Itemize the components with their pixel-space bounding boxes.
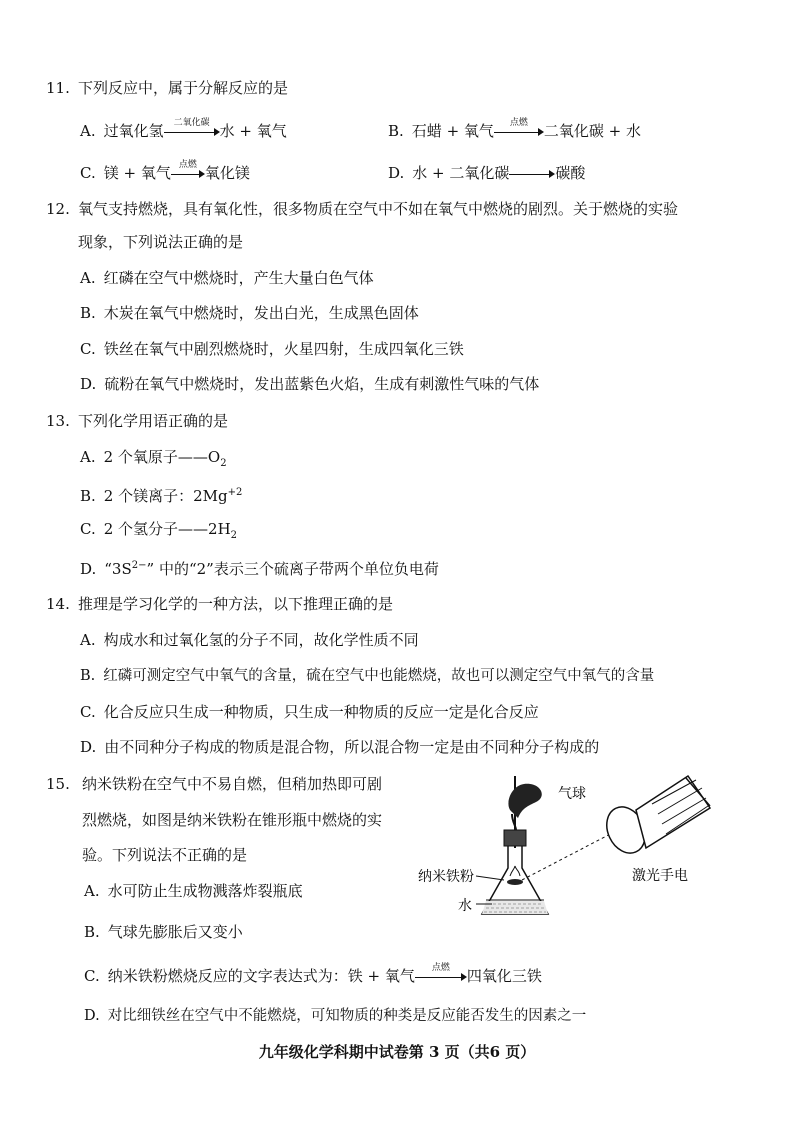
- option-text: 红磷可测定空气中氧气的含量，硫在空气中也能燃烧，故也可以测定空气中氧气的含量: [103, 668, 655, 684]
- question-stem-cont: 现象，下列说法正确的是: [78, 233, 244, 251]
- powder-label: 纳米铁粉: [418, 869, 474, 885]
- question-stem: 氧气支持燃烧，具有氧化性，很多物质在空气中不如在氧气中燃烧的剧烈。关于燃烧的实验: [78, 200, 679, 218]
- question-stem-cont: 烈燃烧，如图是纳米铁粉在锥形瓶中燃烧的实: [82, 811, 383, 829]
- option-text-post: ” 中的“2”表示三个硫离子带两个单位负电荷: [146, 560, 439, 578]
- reaction-condition: 二氧化碳: [173, 118, 210, 128]
- option-b: [84, 922, 243, 942]
- subscript: 2: [220, 458, 227, 469]
- water-label: 水: [458, 898, 472, 914]
- option-label: B.: [80, 304, 96, 322]
- option-label: A.: [80, 122, 96, 140]
- reaction-arrow: [494, 118, 544, 142]
- option-text: 水可防止生成物溅落炸裂瓶底: [107, 882, 303, 900]
- subscript: 2: [230, 530, 238, 541]
- laser-flashlight: [600, 776, 710, 859]
- option-c: [84, 963, 542, 987]
- option-label: D.: [80, 560, 97, 578]
- option-label: A.: [80, 631, 96, 649]
- products: 氧化镁: [204, 164, 250, 182]
- option-label: A.: [80, 448, 96, 466]
- products: 水 + 氧气: [219, 122, 287, 140]
- question-number: 14.: [46, 595, 70, 613]
- option-text: 红磷在空气中燃烧时，产生大量白色气体: [103, 269, 374, 287]
- option-b: [80, 483, 242, 506]
- option-label: B.: [388, 122, 404, 140]
- products: 二氧化碳 + 水: [543, 122, 642, 140]
- question-number: 12.: [46, 200, 70, 218]
- products: 碳酸: [555, 164, 586, 182]
- option-a: [80, 630, 419, 650]
- option-text: 2 个氢分子——2H: [103, 520, 231, 538]
- option-label: B.: [84, 923, 100, 941]
- option-c: [80, 519, 237, 546]
- option-d: [388, 163, 585, 184]
- option-label: C.: [84, 967, 100, 985]
- reactants: 水 + 二氧化碳: [412, 164, 510, 182]
- option-text: 构成水和过氧化氢的分子不同，故化学性质不同: [103, 631, 419, 649]
- option-label: A.: [80, 269, 96, 287]
- question-stem: 下列化学用语正确的是: [78, 412, 229, 430]
- reaction-condition: 点燃: [431, 963, 450, 973]
- option-a: [80, 268, 374, 288]
- reaction-condition: 点燃: [178, 160, 197, 170]
- page-footer: 九年级化学科期中试卷第 3 页（共6 页）: [258, 1043, 536, 1061]
- option-a: [80, 447, 227, 474]
- option-a: [84, 881, 303, 901]
- option-label: C.: [80, 520, 96, 538]
- option-d: [80, 556, 439, 579]
- option-d: [80, 737, 599, 757]
- torch-label: 激光手电: [632, 868, 688, 884]
- reaction-arrow: [415, 963, 467, 987]
- option-d: [80, 374, 539, 394]
- question-stem: 纳米铁粉在空气中不易自燃，但稍加热即可剧: [82, 775, 383, 793]
- option-text: 纳米铁粉燃烧反应的文字表达式为：铁 + 氧气: [107, 967, 415, 985]
- iron-powder: [507, 879, 523, 885]
- option-label: D.: [84, 1008, 100, 1024]
- superscript: +2: [227, 487, 243, 498]
- option-label: A.: [84, 882, 100, 900]
- option-label: C.: [80, 164, 96, 182]
- option-label: B.: [80, 668, 96, 684]
- reaction-arrow: [509, 164, 555, 184]
- experiment-figure: [400, 772, 730, 932]
- option-label: C.: [80, 340, 96, 358]
- reaction-condition: 点燃: [509, 118, 528, 128]
- question-stem-cont: 验。下列说法不正确的是: [82, 846, 248, 864]
- option-text-pre: “3S: [104, 560, 132, 578]
- option-text: 铁丝在氧气中剧烈燃烧时，火星四射，生成四氧化三铁: [103, 340, 464, 358]
- option-c: [80, 339, 464, 359]
- option-b: [80, 666, 654, 686]
- balloon: [508, 784, 541, 818]
- option-text: 化合反应只生成一种物质，只生成一种物质的反应一定是化合反应: [103, 703, 539, 721]
- question-number: 11.: [46, 79, 70, 97]
- option-c: [80, 702, 539, 722]
- option-d: [84, 1006, 586, 1026]
- balloon-label: 气球: [558, 786, 586, 802]
- laser-beam: [522, 830, 618, 880]
- option-text: 气球先膨胀后又变小: [107, 923, 243, 941]
- option-text: 硫粉在氧气中燃烧时，发出蓝紫色火焰，生成有刺激性气味的气体: [104, 375, 540, 393]
- question-number: 15.: [46, 775, 70, 793]
- option-label: D.: [80, 738, 97, 756]
- reactants: 镁 + 氧气: [103, 164, 171, 182]
- option-a: [80, 118, 287, 142]
- question-number: 13.: [46, 412, 70, 430]
- option-text: 由不同种分子构成的物质是混合物，所以混合物一定是由不同种分子构成的: [104, 738, 600, 756]
- stopper: [504, 830, 526, 846]
- option-b: [80, 303, 419, 323]
- question-stem: 推理是学习化学的一种方法，以下推理正确的是: [78, 595, 394, 613]
- option-text: 木炭在氧气中燃烧时，发出白光，生成黑色固体: [103, 304, 419, 322]
- reactants: 过氧化氢: [103, 122, 164, 140]
- reaction-arrow: [171, 160, 205, 184]
- option-b: [388, 118, 642, 142]
- option-text: 2 个氧原子——O: [103, 448, 221, 466]
- option-text: 对比细铁丝在空气中不能燃烧，可知物质的种类是反应能否发生的因素之一: [107, 1008, 587, 1024]
- question-stem: 下列反应中，属于分解反应的是: [78, 79, 289, 97]
- option-label: D.: [388, 164, 405, 182]
- option-c: [80, 160, 250, 184]
- option-label: B.: [80, 487, 96, 505]
- reaction-arrow: [164, 118, 220, 142]
- reactants: 石蜡 + 氧气: [411, 122, 494, 140]
- products: 四氧化三铁: [466, 967, 542, 985]
- option-label: D.: [80, 375, 97, 393]
- option-label: C.: [80, 703, 96, 721]
- option-text: 2 个镁离子：2Mg: [103, 487, 228, 505]
- superscript: 2−: [131, 560, 147, 571]
